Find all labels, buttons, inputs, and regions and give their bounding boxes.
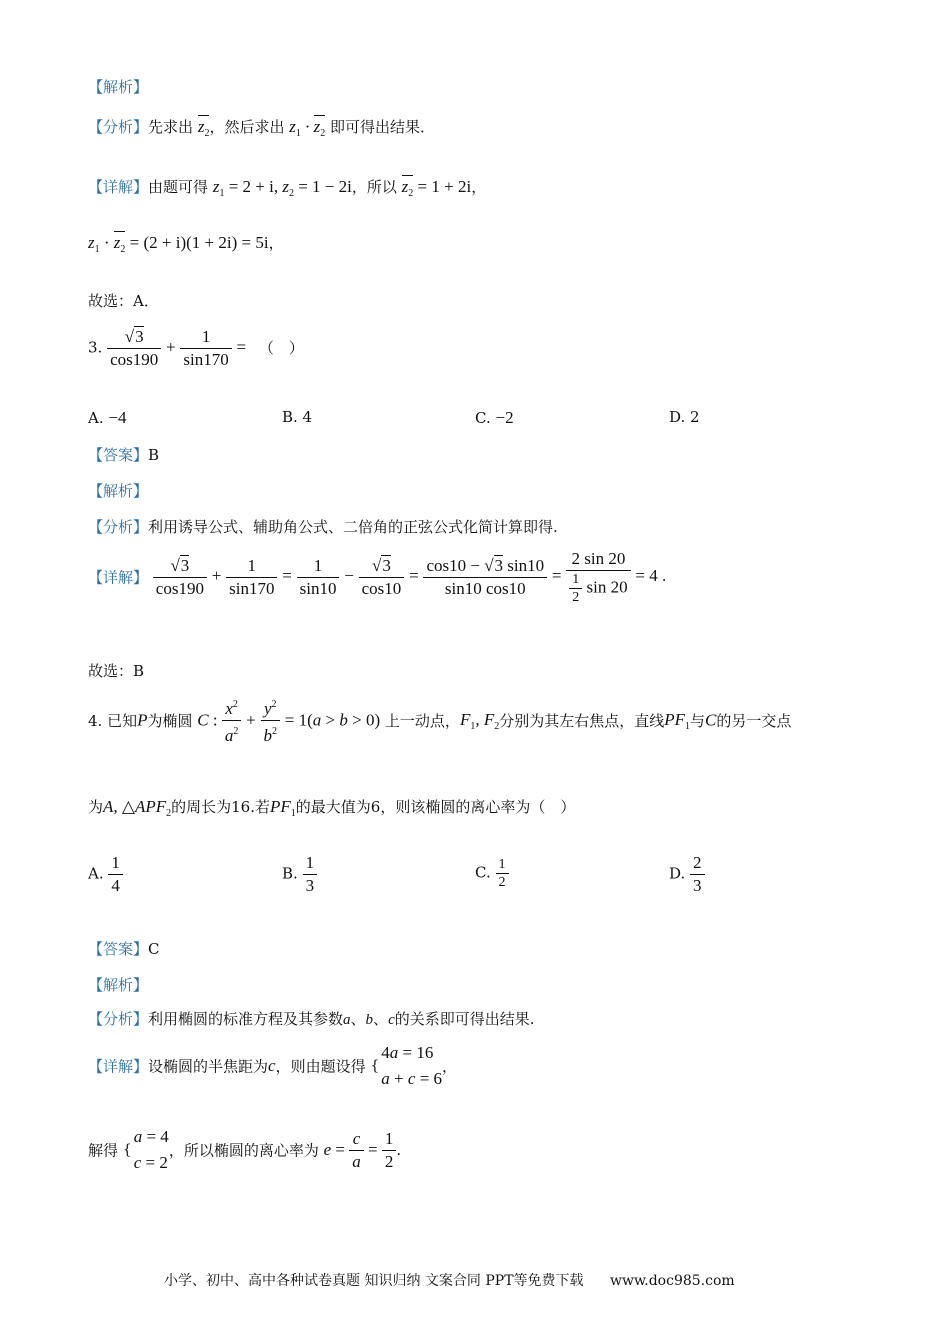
math-product: $z_1 \cdot z_2 = (2 + i)(1 + 2i) = 5i$ xyxy=(88,233,269,255)
q2-xiangjie-mid: ，所以 xyxy=(351,178,397,196)
q3-number: 3. xyxy=(88,338,103,357)
q4-option-d: D. $\frac{2}{3}$ xyxy=(669,852,705,897)
label-fenxi: 【分析】 xyxy=(88,118,149,136)
q3-question: 3. $\frac{√3}{\cos 190}$ + $\frac{1}{\sin 170}$ = （ ） xyxy=(88,327,304,369)
math-z2conj-value: $z_2 = 1 + 2i$ xyxy=(401,177,472,199)
q3-option-a-value: −4 xyxy=(108,408,127,427)
q4-option-a: A. $\frac{1}{4}$ xyxy=(88,852,123,897)
label-xiangjie: 【详解】 xyxy=(88,178,149,196)
math-frac: $\frac{√3}{\cos 10}$ xyxy=(359,555,405,600)
q4-answer: 【答案】C xyxy=(88,940,160,958)
math-frac: 2 sin 20 $\frac{1}{2}$ sin 20 xyxy=(566,548,630,606)
q2-fenxi-post: 即可得出结果． xyxy=(330,118,436,136)
q3-paren: （ ） xyxy=(258,338,304,357)
footer-text: 小学、初中、高中各种试卷真题 知识归纳 文案合同 PPT等免费下载 xyxy=(164,1273,584,1289)
q3-option-c-value: −2 xyxy=(495,408,514,427)
math-frac: $\frac{\cos 10 - √3 \sin 10}{\sin 10 \cos 10}$ xyxy=(423,555,547,600)
math-z1-z2-values: $z_1 = 2 + i$, $z_2 = 1 - 2i$ xyxy=(212,177,352,199)
math-q3-frac1: $\frac{√3}{\cos 190}$ xyxy=(107,326,161,371)
q4-detail: 【详解】设椭圆的半焦距为c，则由题设得 { 4a = 16 a + c = 6 ， xyxy=(88,1043,458,1088)
q4-question-line1: 4. 已知P为椭圆 C : $\frac{x^2}{a^2}$ + $\frac{y^2}{b^2}$ = 1(a > b > 0) 上一动点，$F_1$, $F_2$分别为其左右焦点，直线$PF_1$与C的另一交点 xyxy=(88,694,791,747)
q4-analysis: 【分析】利用椭圆的标准方程及其参数a、b、c的关系即可得出结果. xyxy=(88,1010,535,1028)
q4-option-b: B. $\frac{1}{3}$ xyxy=(282,852,317,897)
q3-label-jiexi: 【解析】 xyxy=(88,482,149,500)
math-q3-frac2: $\frac{1}{\sin 170}$ xyxy=(180,326,231,371)
q4-option-c: C. $\frac{1}{2}$ xyxy=(475,856,509,891)
q4-question-line2: 为A, $\triangle APF_2$的周长为16.若$PF_1$的最大值为6，则该椭圆的离心率为（ ） xyxy=(88,797,576,819)
q2-fenxi-mid: ，然后求出 xyxy=(209,118,285,136)
q2-detail-line1 xyxy=(88,176,486,199)
q2-fenxi-pre: 先求出 xyxy=(148,118,194,136)
math-frac: $\frac{1}{\sin 10}$ xyxy=(297,555,340,600)
math-frac: $\frac{x^2}{a^2}$ xyxy=(222,694,242,747)
q2-analysis-line xyxy=(88,116,435,139)
q3-analysis: 【分析】利用诱导公式、辅助角公式、二倍角的正弦公式化简计算即得. xyxy=(88,518,558,536)
q2-xiangjie-post: ， xyxy=(471,178,487,196)
q3-detail: 【详解】 $\frac{√3}{\cos 190}$ + $\frac{1}{\sin 170}$ = $\frac{1}{\sin 10}$ − $\frac{√3}{\cos 10}$ = $\frac{\cos 10 - √3 \sin 10}{\sin 10 \cos 10}$ = 2 sin 20 $\frac{1}{2}$ sin 20 = 4 . xyxy=(88,549,667,605)
q2-answer-choice: 故选：A． xyxy=(88,292,159,310)
math-z1-z2conj: $z_1 \cdot z_2$ xyxy=(289,117,326,139)
label-xiangjie: 【详解】 xyxy=(88,568,149,587)
q4-label-jiexi: 【解析】 xyxy=(88,976,149,994)
math-z2-conj: $z_2$ xyxy=(197,117,210,139)
q3-option-a: A. −4 xyxy=(88,408,127,427)
q3-option-c: C. −2 xyxy=(475,408,514,427)
q2-line2-post: ， xyxy=(268,234,284,252)
q3-answer: 【答案】B xyxy=(88,446,160,464)
q3-option-b: B. 4 xyxy=(282,408,313,426)
q3-option-d: D. 2 xyxy=(669,408,700,426)
math-frac: $\frac{√3}{\cos 190}$ xyxy=(153,555,207,600)
math-frac: $\frac{1}{\sin 170}$ xyxy=(226,555,277,600)
q3-answer-choice: 故选：B xyxy=(88,662,145,680)
q2-detail-line2 xyxy=(88,232,284,255)
q4-solution: 解得 { a = 4 c = 2 ，所以椭圆的离心率为 e = $\frac{c}{a}$ = $\frac{1}{2}$ . xyxy=(88,1127,402,1172)
math-frac: $\frac{y^2}{b^2}$ xyxy=(261,694,281,747)
footer xyxy=(164,1270,735,1290)
q2-xiangjie-pre: 由题可得 xyxy=(148,178,209,196)
section-label-jiexi: 【解析】 xyxy=(88,78,149,96)
footer-url[interactable]: www.doc985.com xyxy=(609,1273,735,1289)
